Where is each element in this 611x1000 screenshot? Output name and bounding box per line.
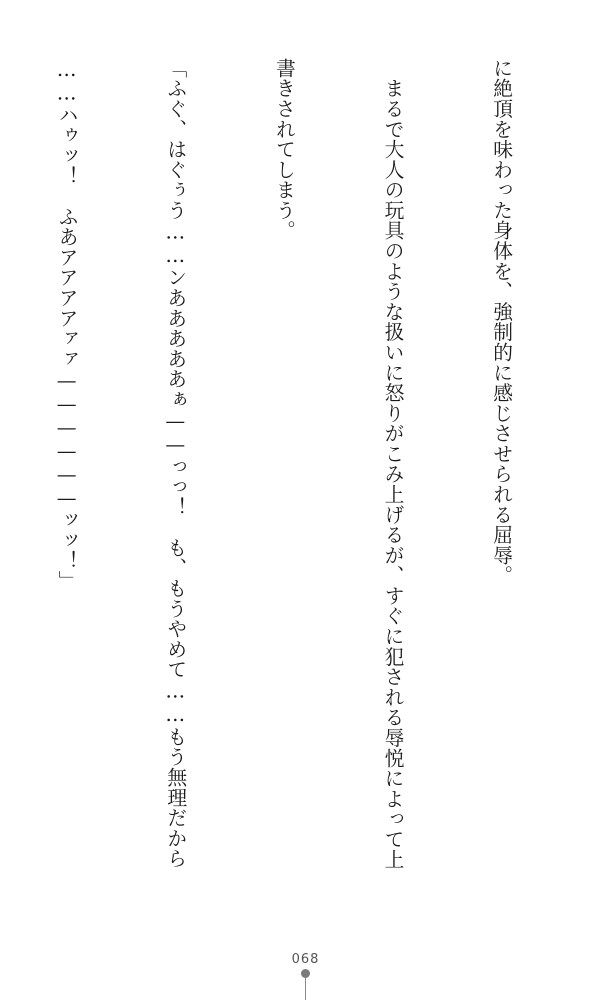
text-line: 書きされてしまう。 xyxy=(272,58,296,241)
page-number: 068 xyxy=(291,952,320,967)
text-line: 「ふぐ、はぐぅう……ンあああああぁ——っっ！ も、もうやめて……もう無理だから xyxy=(163,58,187,869)
text-line: に絶頂を味わった身体を、強制的に感じさせられる屈辱。 xyxy=(489,58,513,586)
vertical-body-text xyxy=(16,58,591,938)
text-line: まるで大人の玩具のような扱いに怒りがこみ上げるが、すぐに犯される辱悦によって上 xyxy=(380,58,404,870)
folio-dot-icon xyxy=(301,969,310,978)
text-line: ……ハゥッ！ ふあアアアアァァ——————ッッ！」 xyxy=(55,58,79,591)
